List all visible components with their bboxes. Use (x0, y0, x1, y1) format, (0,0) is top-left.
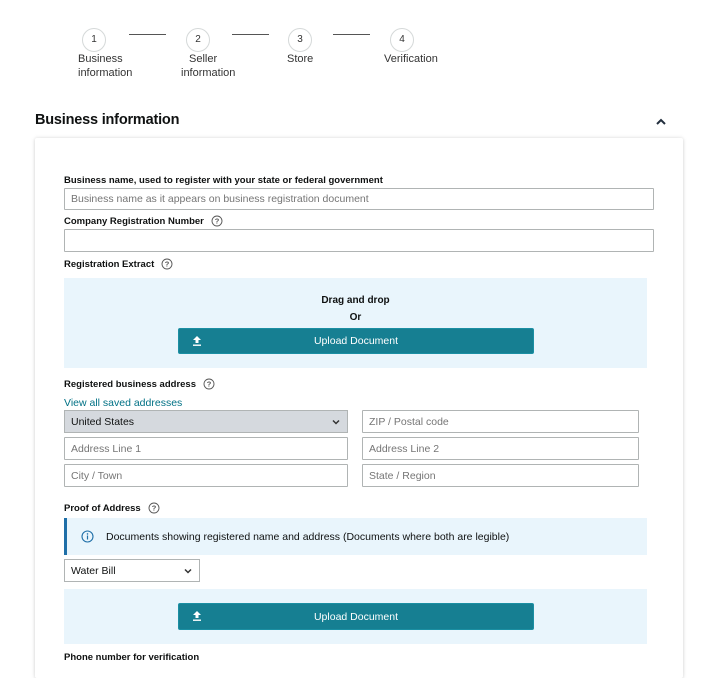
country-value: United States (71, 415, 135, 428)
drag-drop-text: Drag and drop (321, 295, 390, 306)
svg-text:?: ? (151, 503, 157, 513)
step-connector (232, 34, 269, 35)
upload-icon (191, 610, 203, 622)
info-icon (81, 530, 94, 543)
document-type-select[interactable] (64, 559, 200, 582)
address-line-1-input[interactable] (64, 437, 348, 460)
help-circle-icon[interactable] (161, 258, 173, 270)
city-town-input[interactable] (64, 464, 348, 487)
step-label: Business information (78, 53, 133, 79)
country-select[interactable] (64, 410, 348, 433)
chevron-down-icon (183, 567, 193, 575)
business-name-input[interactable] (64, 188, 654, 210)
step-connector (129, 34, 166, 35)
or-text: Or (349, 312, 362, 323)
registration-extract-dropzone[interactable] (64, 278, 647, 368)
proof-of-address-dropzone[interactable] (64, 589, 647, 644)
upload-registration-extract-button[interactable] (178, 328, 534, 354)
svg-text:?: ? (164, 259, 170, 269)
chevron-down-icon (331, 418, 341, 426)
view-saved-addresses-link[interactable]: View all saved addresses (64, 397, 183, 409)
business-information-card (35, 138, 683, 678)
state-region-input[interactable] (362, 464, 639, 487)
step-label: Store (287, 53, 314, 65)
document-type-value: Water Bill (71, 564, 116, 577)
progress-stepper (72, 28, 472, 88)
phone-verification-label: Phone number for verification (64, 652, 200, 663)
step-number: 2 (186, 28, 210, 52)
company-registration-number-label: Company Registration Number ? (64, 215, 223, 227)
upload-proof-of-address-button[interactable] (178, 603, 534, 630)
info-text: Documents showing registered name and address (Documents where both are legible) (106, 530, 510, 543)
upload-icon (191, 335, 203, 347)
step-label: Seller information (181, 53, 236, 79)
help-circle-icon[interactable] (211, 215, 223, 227)
step-number: 1 (82, 28, 106, 52)
registered-address-label: Registered business address ? (64, 378, 215, 390)
step-number: 4 (390, 28, 414, 52)
step-connector (333, 34, 370, 35)
step-label: Verification (384, 53, 438, 65)
help-circle-icon[interactable] (203, 378, 215, 390)
proof-of-address-info-alert (64, 518, 647, 555)
proof-of-address-label: Proof of Address ? (64, 502, 160, 514)
address-line-2-input[interactable] (362, 437, 639, 460)
company-registration-number-input[interactable] (64, 229, 654, 252)
section-header (35, 112, 675, 134)
svg-text:?: ? (206, 379, 212, 389)
svg-text:?: ? (214, 216, 220, 226)
upload-button-label: Upload Document (313, 610, 399, 623)
step-number: 3 (288, 28, 312, 52)
chevron-up-icon (655, 117, 667, 127)
collapse-section-button[interactable] (655, 114, 671, 128)
upload-button-label: Upload Document (313, 335, 399, 347)
help-circle-icon[interactable] (148, 502, 160, 514)
zip-postal-code-input[interactable] (362, 410, 639, 433)
registration-extract-label: Registration Extract ? (64, 258, 173, 270)
business-name-label: Business name, used to register with your state or federal government (64, 175, 383, 186)
section-title: Business information (35, 112, 180, 128)
